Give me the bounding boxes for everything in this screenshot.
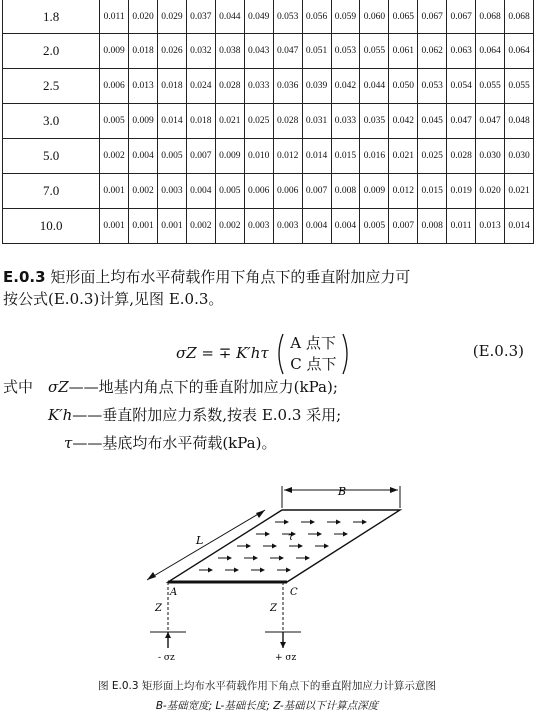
table-cell: 0.012 <box>273 139 302 174</box>
row-label: 1.8 <box>3 0 100 34</box>
label-z: Z <box>155 603 162 614</box>
table-cell: 0.045 <box>418 104 447 139</box>
table-cell: 0.030 <box>505 139 534 174</box>
table-cell: 0.047 <box>447 104 476 139</box>
table-cell: 0.068 <box>505 0 534 34</box>
table-cell: 0.005 <box>215 174 244 209</box>
table-cell: 0.015 <box>331 139 360 174</box>
table-cell: 0.025 <box>244 104 273 139</box>
table-row <box>3 139 534 174</box>
table-row <box>3 209 534 244</box>
table-cell: 0.019 <box>447 174 476 209</box>
table-cell: 0.008 <box>418 209 447 244</box>
label-minus-sigma: - σz <box>158 653 175 663</box>
figure-caption-note: B-基础宽度; L-基础长度; Z-基础以下计算点深度 <box>155 700 379 712</box>
table-cell: 0.005 <box>360 209 389 244</box>
table-cell: 0.049 <box>244 0 273 34</box>
table-cell: 0.006 <box>273 174 302 209</box>
table-row <box>3 69 534 104</box>
figure-diagram <box>0 470 534 670</box>
table-cell: 0.055 <box>476 69 505 104</box>
table-cell: 0.051 <box>302 34 331 69</box>
table-cell: 0.065 <box>389 0 418 34</box>
table-cell: 0.044 <box>360 69 389 104</box>
formula <box>176 332 353 376</box>
table-cell: 0.030 <box>476 139 505 174</box>
table-cell: 0.028 <box>447 139 476 174</box>
table-cell: 0.050 <box>389 69 418 104</box>
arrow-down-icon <box>280 642 286 648</box>
row-label: 5.0 <box>3 139 100 174</box>
table-cell: 0.004 <box>302 209 331 244</box>
arrow-up-icon <box>165 632 171 638</box>
coefficient-table <box>2 0 534 244</box>
table-cell: 0.025 <box>418 139 447 174</box>
table-cell: 0.004 <box>186 174 215 209</box>
table-cell: 0.003 <box>244 209 273 244</box>
table-cell: 0.009 <box>360 174 389 209</box>
table-cell: 0.018 <box>129 34 158 69</box>
right-paren-icon <box>341 332 353 376</box>
table-cell: 0.003 <box>157 174 186 209</box>
table-cell: 0.008 <box>331 174 360 209</box>
section-text-line2: 按公式(E.0.3)计算,见图 E.0.3。 <box>3 290 224 308</box>
table-cell: 0.044 <box>215 0 244 34</box>
table-cell: 0.036 <box>273 69 302 104</box>
section-number: E.0.3 <box>3 268 46 286</box>
table-cell: 0.020 <box>129 0 158 34</box>
table-cell: 0.002 <box>129 174 158 209</box>
table-cell: 0.053 <box>418 69 447 104</box>
table-cell: 0.011 <box>100 0 129 34</box>
table-cell: 0.006 <box>244 174 273 209</box>
figure-caption: 图 E.0.3 矩形面上均布水平荷载作用下角点下的垂直附加应力计算示意图 <box>98 680 436 692</box>
table-cell: 0.012 <box>389 174 418 209</box>
table-cell: 0.031 <box>302 104 331 139</box>
label-b: B <box>338 485 347 498</box>
table-cell: 0.021 <box>389 139 418 174</box>
table-cell: 0.018 <box>157 69 186 104</box>
table-cell: 0.005 <box>157 139 186 174</box>
table-cell: 0.026 <box>157 34 186 69</box>
row-label: 2.0 <box>3 34 100 69</box>
table-cell: 0.053 <box>331 34 360 69</box>
table-cell: 0.002 <box>186 209 215 244</box>
left-paren-icon <box>273 332 285 376</box>
definition-item: τ——基底均布水平荷载(kPa)。 <box>64 434 277 452</box>
table-cell: 0.064 <box>476 34 505 69</box>
table-cell: 0.001 <box>100 209 129 244</box>
table-cell: 0.033 <box>331 104 360 139</box>
table-cell: 0.004 <box>129 139 158 174</box>
definition-item: σZ——地基内角点下的垂直附加应力(kPa); <box>48 378 338 396</box>
table-cell: 0.061 <box>389 34 418 69</box>
arrow-right-icon <box>390 487 398 493</box>
table-cell: 0.015 <box>418 174 447 209</box>
table-cell: 0.016 <box>360 139 389 174</box>
table-cell: 0.007 <box>186 139 215 174</box>
table-cell: 0.048 <box>505 104 534 139</box>
table-cell: 0.067 <box>447 0 476 34</box>
table-cell: 0.063 <box>447 34 476 69</box>
table-cell: 0.009 <box>129 104 158 139</box>
table-cell: 0.011 <box>447 209 476 244</box>
table-cell: 0.020 <box>476 174 505 209</box>
table-cell: 0.047 <box>273 34 302 69</box>
table-cell: 0.001 <box>157 209 186 244</box>
table-cell: 0.024 <box>186 69 215 104</box>
row-label: 10.0 <box>3 209 100 244</box>
table-cell: 0.021 <box>215 104 244 139</box>
table-cell: 0.042 <box>331 69 360 104</box>
table-cell: 0.007 <box>389 209 418 244</box>
formula-lhs: σZ = ∓ K′hτ <box>176 344 269 362</box>
table-cell: 0.009 <box>100 34 129 69</box>
arrow-up-right-icon <box>256 510 265 518</box>
table-cell: 0.064 <box>505 34 534 69</box>
table-cell: 0.047 <box>476 104 505 139</box>
table-cell: 0.014 <box>302 139 331 174</box>
label-c: C <box>290 587 298 598</box>
table-cell: 0.004 <box>331 209 360 244</box>
label-tau: τ <box>288 532 294 543</box>
section-paragraph <box>3 266 410 310</box>
table-cell: 0.055 <box>505 69 534 104</box>
table-cell: 0.060 <box>360 0 389 34</box>
table-cell: 0.067 <box>418 0 447 34</box>
table-cell: 0.013 <box>476 209 505 244</box>
table-cell: 0.014 <box>505 209 534 244</box>
table-cell: 0.068 <box>476 0 505 34</box>
table-row <box>3 174 534 209</box>
table-cell: 0.001 <box>100 174 129 209</box>
table-row <box>3 104 534 139</box>
formula-case-a: A 点下 <box>290 334 336 352</box>
formula-case-c: C 点下 <box>290 355 337 373</box>
table-cell: 0.032 <box>186 34 215 69</box>
table-cell: 0.033 <box>244 69 273 104</box>
table-cell: 0.053 <box>273 0 302 34</box>
table-cell: 0.005 <box>100 104 129 139</box>
table-cell: 0.013 <box>129 69 158 104</box>
table-cell: 0.003 <box>273 209 302 244</box>
table-cell: 0.009 <box>215 139 244 174</box>
label-l: L <box>196 534 204 547</box>
table-cell: 0.002 <box>215 209 244 244</box>
table-cell: 0.002 <box>100 139 129 174</box>
arrow-down-left-icon <box>147 572 156 580</box>
table-cell: 0.014 <box>157 104 186 139</box>
table-cell: 0.029 <box>157 0 186 34</box>
label-z: Z <box>270 603 277 614</box>
row-label: 7.0 <box>3 174 100 209</box>
table-row <box>3 34 534 69</box>
table-cell: 0.043 <box>244 34 273 69</box>
row-label: 2.5 <box>3 69 100 104</box>
table-cell: 0.010 <box>244 139 273 174</box>
definition-item: K′h——垂直附加应力系数,按表 E.0.3 采用; <box>48 406 342 424</box>
table-cell: 0.021 <box>505 174 534 209</box>
arrow-left-icon <box>284 487 292 493</box>
table-cell: 0.062 <box>418 34 447 69</box>
table-cell: 0.042 <box>389 104 418 139</box>
table-cell: 0.038 <box>215 34 244 69</box>
table-cell: 0.028 <box>215 69 244 104</box>
row-label: 3.0 <box>3 104 100 139</box>
formula-number: (E.0.3) <box>472 342 524 360</box>
table-cell: 0.018 <box>186 104 215 139</box>
table-cell: 0.055 <box>360 34 389 69</box>
table-cell: 0.059 <box>331 0 360 34</box>
label-a: A <box>170 587 178 598</box>
table-cell: 0.054 <box>447 69 476 104</box>
label-plus-sigma: + σz <box>275 653 297 663</box>
table-row <box>3 0 534 34</box>
table-cell: 0.039 <box>302 69 331 104</box>
definitions-intro: 式中 <box>3 378 34 396</box>
table-cell: 0.028 <box>273 104 302 139</box>
table-cell: 0.007 <box>302 174 331 209</box>
table-cell: 0.001 <box>129 209 158 244</box>
table-cell: 0.006 <box>100 69 129 104</box>
table-cell: 0.035 <box>360 104 389 139</box>
table-cell: 0.037 <box>186 0 215 34</box>
section-text-line1: 矩形面上均布水平荷载作用下角点下的垂直附加应力可 <box>50 268 411 286</box>
table-cell: 0.056 <box>302 0 331 34</box>
